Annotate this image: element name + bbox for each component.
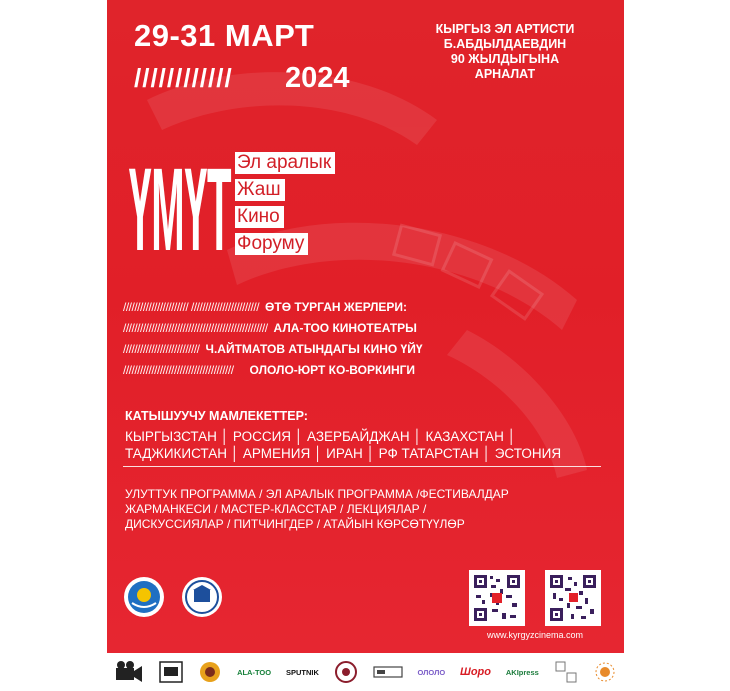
- ornament-logo-icon: [334, 660, 358, 684]
- sputnik-logo: SPUTNIK: [285, 667, 319, 677]
- ala-too-logo: ALA-TOO: [237, 667, 272, 677]
- program-line: ДИСКУССИЯЛАР / ПИТЧИНГДЕР / АТАЙЫН КӨРСӨТҮҮЛӨР: [125, 517, 465, 531]
- dedication-line: Б.АБДЫЛДАЕВДИН: [443, 37, 567, 51]
- logo-text: ҮМҮТ: [129, 142, 232, 276]
- film-studio-logo-icon: [159, 661, 183, 683]
- ololo-logo: ОЛОЛО: [417, 667, 446, 677]
- poster: [107, 0, 624, 653]
- venue-label: ӨТӨ ТУРГАН ЖЕРЛЕРИ:: [265, 300, 408, 314]
- venue-slashes: ///////////////////////////: [123, 342, 200, 356]
- kyrgyz-emblem-icon: [123, 576, 165, 618]
- countries-list: [125, 428, 561, 462]
- forum-title-line: Кино: [235, 206, 284, 228]
- qr-code-icon[interactable]: [469, 570, 525, 626]
- qr-code-icon[interactable]: [545, 570, 601, 626]
- forum-title: [235, 152, 335, 260]
- shoro-logo: Шоро: [460, 666, 491, 678]
- tags-logo-icon: [554, 660, 578, 684]
- sun-logo-icon: [593, 660, 617, 684]
- sponsor-bar: [107, 653, 624, 691]
- event-date: 29-31 МАРТ: [134, 18, 315, 53]
- venue-slashes: /////////////////////// ////////////////////////: [123, 300, 260, 314]
- venue-slashes: ///////////////////////////////////////: [123, 363, 234, 377]
- divider: [123, 466, 601, 467]
- forum-title-line: Эл аралык: [235, 152, 335, 174]
- decorative-slashes: ////////////: [134, 63, 233, 93]
- media-logo-icon: [373, 663, 403, 681]
- countries-row: КЫРГЫЗСТАН │ РОССИЯ │ АЗЕРБАЙДЖАН │ КАЗАХСТАН │: [125, 429, 517, 444]
- venues-list: [123, 297, 423, 381]
- program-line: ЖАРМАНКЕСИ / МАСТЕР-КЛАССТАР / ЛЕКЦИЯЛАР /: [125, 502, 427, 516]
- venue-row: [123, 339, 423, 360]
- venue-slashes: ///////////////////////////////////////////////////: [123, 321, 268, 335]
- venue-label: АЛА-ТОО КИНОТЕАТРЫ: [273, 321, 417, 335]
- programs-list: [125, 487, 509, 532]
- venue-row: [123, 318, 423, 339]
- dedication-line: АРНАЛАТ: [474, 67, 536, 81]
- dedication-text: [410, 22, 600, 82]
- venue-label: ОЛОЛО-ЮРТ КО-ВОРКИНГИ: [249, 363, 416, 377]
- umut-logo: [129, 142, 232, 276]
- cultural-foundation-logo-icon: [198, 660, 222, 684]
- program-line: УЛУТТУК ПРОГРАММА / ЭЛ АРАЛЫК ПРОГРАММА /ФЕСТИВАЛДАР: [125, 487, 509, 501]
- event-year: 2024: [285, 62, 350, 94]
- film-camera-logo-icon: [114, 660, 144, 684]
- ministry-emblem-icon: [181, 576, 223, 618]
- website-link[interactable]: www.kyrgyzcinema.com: [487, 630, 584, 640]
- venue-row: [123, 360, 423, 381]
- dedication-line: КЫРГЫЗ ЭЛ АРТИСТИ: [435, 22, 575, 36]
- akipress-logo: AKIpress: [505, 667, 539, 677]
- countries-title: КАТЫШУУЧУ МАМЛЕКЕТТЕР:: [125, 409, 308, 423]
- countries-row: ТАДЖИКИСТАН │ АРМЕНИЯ │ ИРАН │ РФ ТАТАРСТАН │ ЭСТОНИЯ: [125, 446, 562, 461]
- venue-label: Ч.АЙТМАТОВ АТЫНДАГЫ КИНО ҮЙҮ: [205, 342, 423, 356]
- dedication-line: 90 ЖЫЛДЫГЫНА: [450, 52, 560, 66]
- forum-title-line: Форуму: [235, 233, 308, 255]
- venue-row: [123, 297, 423, 318]
- forum-title-line: Жаш: [235, 179, 285, 201]
